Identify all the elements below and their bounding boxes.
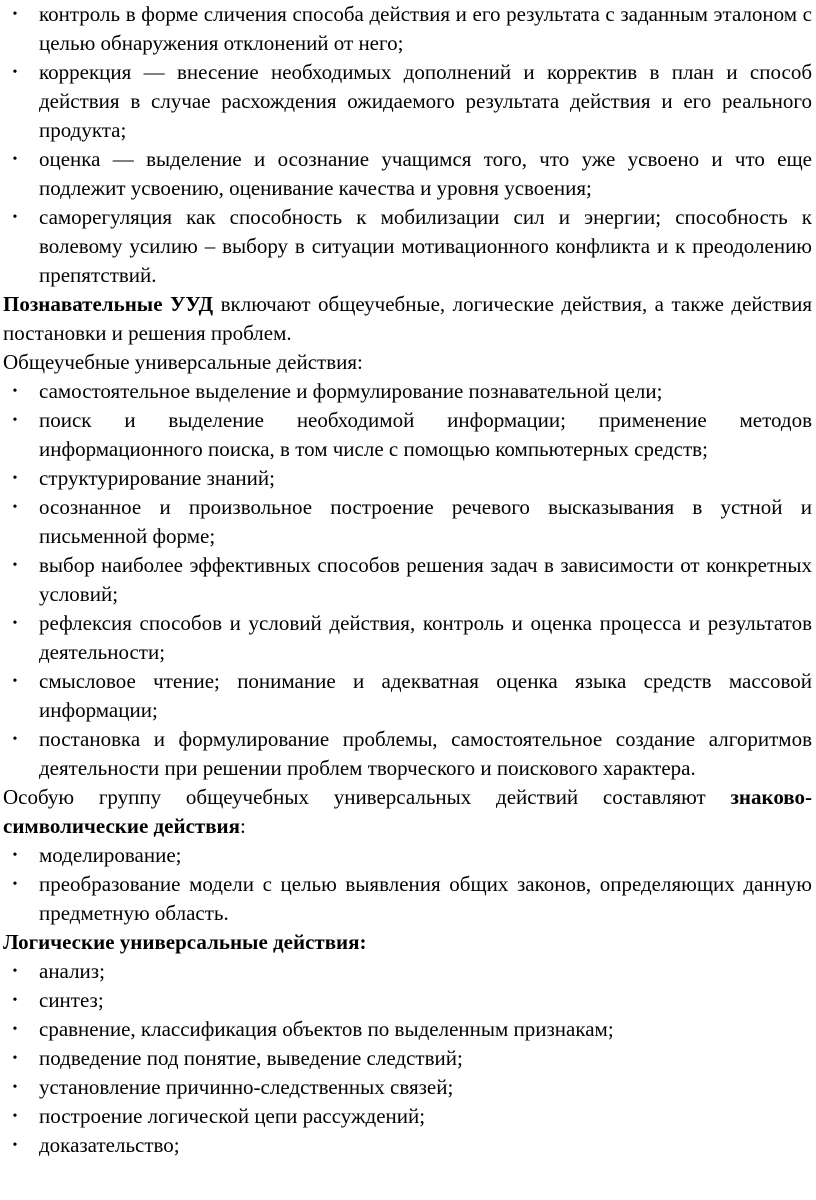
- list-item: • постановка и формулирование проблемы, самостоятельное создание алгоритмов деятельности при решении проблем творческого и поискового характера.: [3, 725, 812, 783]
- list-item: • анализ;: [3, 957, 812, 986]
- list-item: • построение логической цепи рассуждений;: [3, 1102, 812, 1131]
- list-item: • поиск и выделение необходимой информации; применение методов информационного поиска, в том числе с помощью компьютерных средств;: [3, 406, 812, 464]
- list-item: • самостоятельное выделение и формулирование познавательной цели;: [3, 377, 812, 406]
- bullet-icon: •: [12, 7, 18, 22]
- bullet-icon: •: [12, 384, 18, 399]
- bullet-icon: •: [12, 1080, 18, 1095]
- bullet-icon: •: [12, 1109, 18, 1124]
- bullet-icon: •: [12, 964, 18, 979]
- list-item: • моделирование;: [3, 841, 812, 870]
- bullet-icon: •: [12, 616, 18, 631]
- list-item: • смысловое чтение; понимание и адекватная оценка языка средств массовой информации;: [3, 667, 812, 725]
- bullet-icon: •: [12, 1051, 18, 1066]
- list-item: • осознанное и произвольное построение речевого высказывания в устной и письменной форме;: [3, 493, 812, 551]
- bullet-icon: •: [12, 65, 18, 80]
- bullet-icon: •: [12, 500, 18, 515]
- list-item: • коррекция — внесение необходимых дополнений и корректив в план и способ действия в случае расхождения ожидаемого результата действия и его реального продукта;: [3, 58, 812, 145]
- list-item: • рефлексия способов и условий действия, контроль и оценка процесса и результатов деятельности;: [3, 609, 812, 667]
- list-item: • структурирование знаний;: [3, 464, 812, 493]
- bullet-icon: •: [12, 732, 18, 747]
- list-item: • выбор наиболее эффективных способов решения задач в зависимости от конкретных условий;: [3, 551, 812, 609]
- bullet-icon: •: [12, 558, 18, 573]
- general-actions-list: [3, 377, 812, 783]
- list-item: • сравнение, классификация объектов по выделенным признакам;: [3, 1015, 812, 1044]
- list-item: • доказательство;: [3, 1131, 812, 1160]
- logical-actions-list: [3, 957, 812, 1160]
- bullet-icon: •: [12, 471, 18, 486]
- list-item: • преобразование модели с целью выявления общих законов, определяющих данную предметную область.: [3, 870, 812, 928]
- list-item: • подведение под понятие, выведение следствий;: [3, 1044, 812, 1073]
- list-item: • контроль в форме сличения способа действия и его результата с заданным эталоном с целью обнаружения отклонений от него;: [3, 0, 812, 58]
- bullet-icon: •: [12, 674, 18, 689]
- bullet-icon: •: [12, 152, 18, 167]
- bullet-icon: •: [12, 1138, 18, 1153]
- bullet-icon: •: [12, 413, 18, 428]
- list-item: • синтез;: [3, 986, 812, 1015]
- bullet-icon: •: [12, 848, 18, 863]
- regulatory-actions-list: [3, 0, 812, 290]
- bullet-icon: •: [12, 210, 18, 225]
- list-item: • саморегуляция как способность к мобилизации сил и энергии; способность к волевому усилию – выбору в ситуации мотивационного конфликта и к преодолению препятствий.: [3, 203, 812, 290]
- general-actions-heading: Общеучебные универсальные действия:: [3, 350, 363, 374]
- bullet-icon: •: [12, 1022, 18, 1037]
- sign-symbolic-paragraph: Особую группу общеучебных универсальных действий составляют знаково-символические действия:: [3, 785, 812, 838]
- cognitive-uud-paragraph: Познавательные УУД включают общеучебные, логические действия, а также действия постановки и решения проблем.: [3, 292, 812, 345]
- bullet-icon: •: [12, 993, 18, 1008]
- list-item: • оценка — выделение и осознание учащимся того, что уже усвоено и что еще подлежит усвоению, оценивание качества и уровня усвоения;: [3, 145, 812, 203]
- sign-symbolic-list: [3, 841, 812, 928]
- list-item: • установление причинно-следственных связей;: [3, 1073, 812, 1102]
- bullet-icon: •: [12, 877, 18, 892]
- logical-actions-heading: Логические универсальные действия:: [3, 930, 367, 954]
